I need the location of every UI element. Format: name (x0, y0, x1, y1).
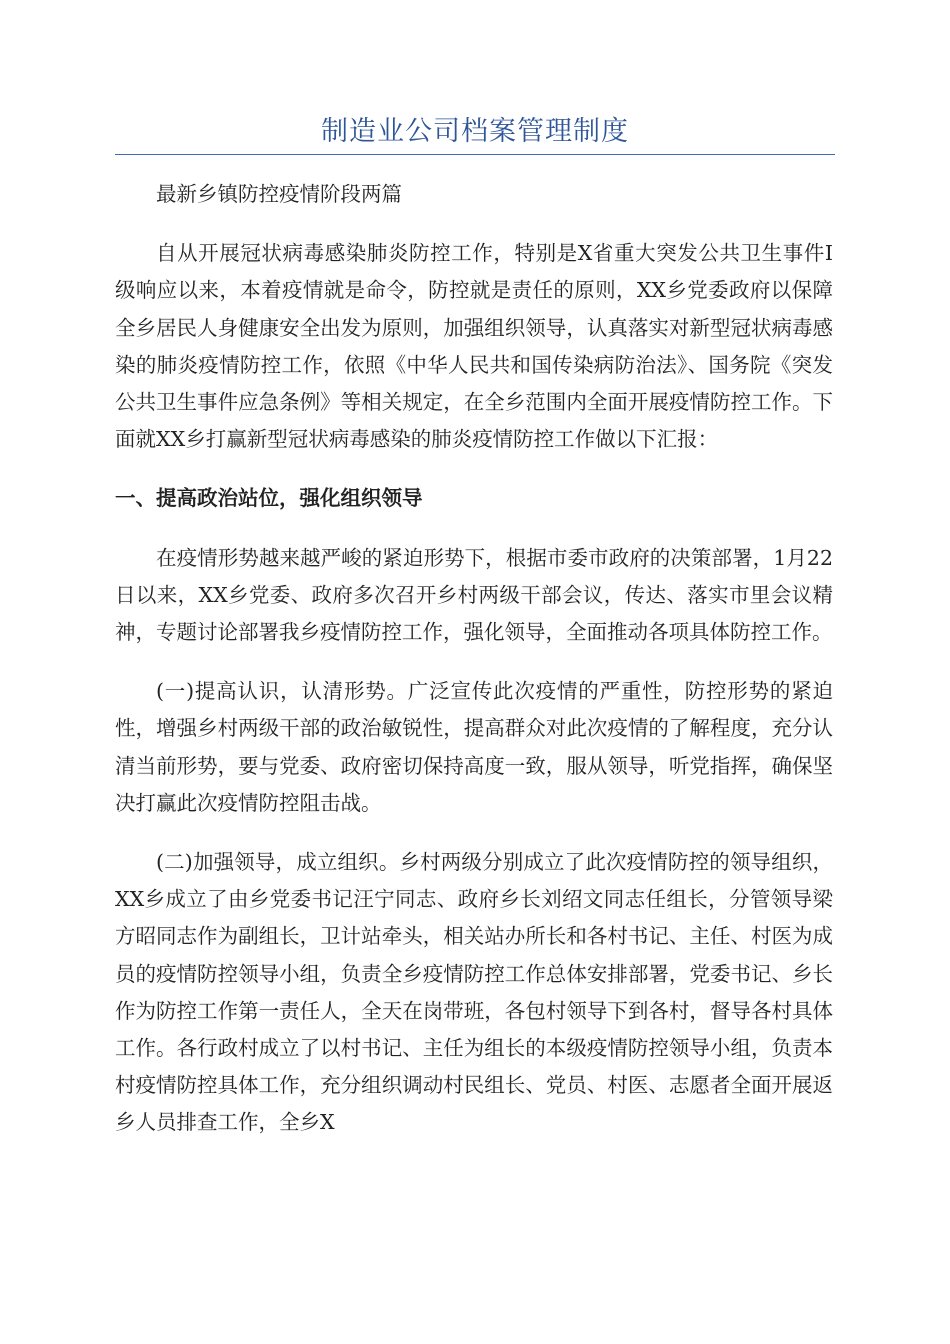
section-paragraph-1: 在疫情形势越来越严峻的紧迫形势下，根据市委市政府的决策部署，1月22日以来，XX乡党委、政府多次召开乡村两级干部会议，传达、落实市里会议精神，专题讨论部署我乡疫情防控工作，强化领导，全面推动各项具体防控工作。 (115, 545, 833, 645)
title-underline (115, 154, 835, 155)
document-body (115, 176, 833, 1164)
section-paragraph-3: (二)加强领导，成立组织。乡村两级分别成立了此次疫情防控的领导组织，XX乡成立了由乡党委书记汪宁同志、政府乡长刘绍文同志任组长，分管领导梁方昭同志作为副组长，卫计站牵头，相关站办所长和各村书记、主任、村医为成员的疫情防控领导小组，负责全乡疫情防控工作总体安排部署，党委书记、乡长作为防控工作第一责任人，全天在岗带班，各包村领导下到各村，督导各村具体工作。各行政村成立了以村书记、主任为组长的本级疫情防控领导小组，负责本村疫情防控具体工作，充分组织调动村民组长、党员、村医、志愿者全面开展返乡人员排查工作，全乡X (115, 850, 833, 1135)
section-heading: 一、提高政治站位，强化组织领导 (115, 486, 423, 511)
document-title: 制造业公司档案管理制度 (321, 116, 629, 147)
document-subtitle: 最新乡镇防控疫情阶段两篇 (156, 182, 402, 206)
intro-paragraph: 自从开展冠状病毒感染肺炎防控工作，特别是X省重大突发公共卫生事件Ⅰ级响应以来，本着疫情就是命令，防控就是责任的原则，XX乡党委政府以保障全乡居民人身健康安全出发为原则，加强组织领导，认真落实对新型冠状病毒感染的肺炎疫情防控工作，依照《中华人民共和国传染病防治法》、国务院《突发公共卫生事件应急条例》等相关规定，在全乡范围内全面开展疫情防控工作。下面就XX乡打赢新型冠状病毒感染的肺炎疫情防控工作做以下汇报： (115, 241, 833, 452)
section-paragraph-2: (一)提高认识，认清形势。广泛宣传此次疫情的严重性，防控形势的紧迫性，增强乡村两级干部的政治敏锐性，提高群众对此次疫情的了解程度，充分认清当前形势，要与党委、政府密切保持高度一致，服从领导，听党指挥，确保坚决打赢此次疫情防控阻击战。 (115, 679, 833, 815)
